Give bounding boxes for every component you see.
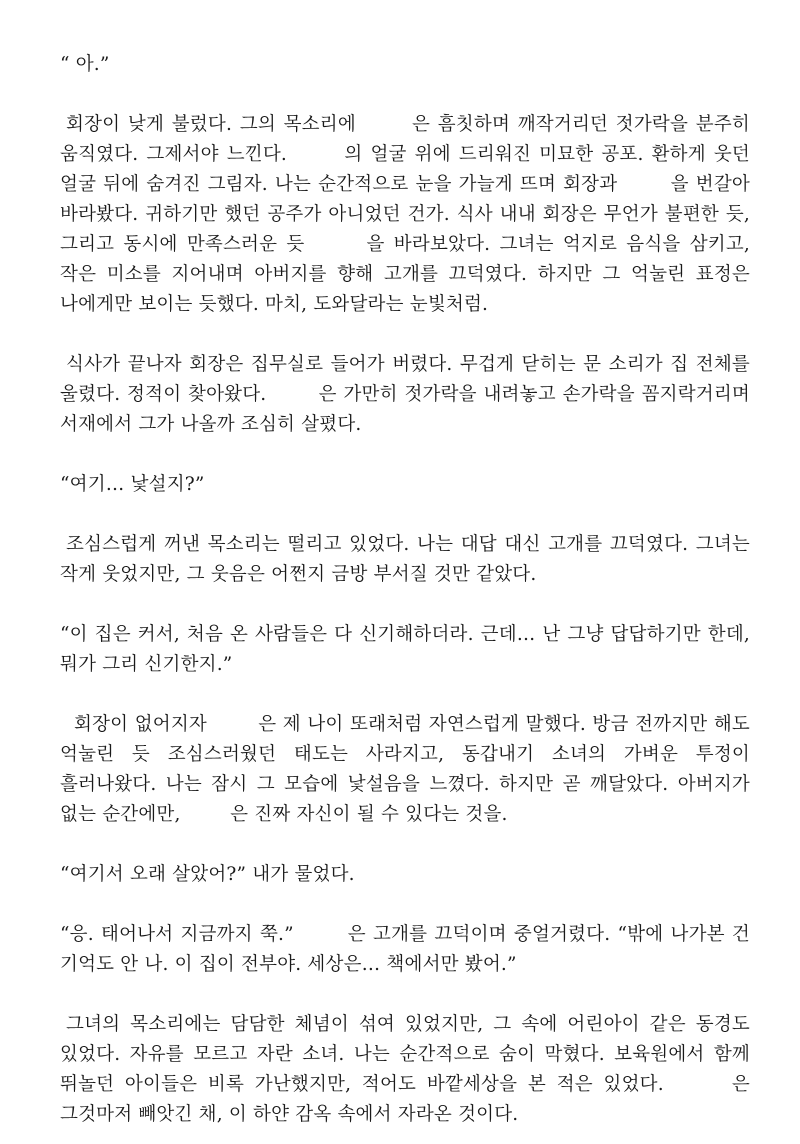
paragraph-dialogue-unfamiliar: “여기… 낯설지?” bbox=[60, 474, 205, 495]
paragraph-dialogue-answer: “응. 태어나서 지금까지 쭉.” 은 고개를 끄덕이며 중얼거렸다. “밖에 나가본 건 기억도 안 나. 이 집이 전부야. 세상은… 책에서만 봤어.” bbox=[60, 924, 750, 975]
document-page bbox=[60, 50, 750, 1130]
paragraph-trembling-voice: 조심스럽게 꺼낸 목소리는 떨리고 있었다. 나는 대답 대신 고개를 끄덕였다. 그녀는 작게 웃었지만, 그 웃음은 어쩐지 금방 부서질 것만 같았다. bbox=[60, 534, 750, 585]
paragraph-after-dinner: 식사가 끝나자 회장은 집무실로 들어가 버렸다. 무겁게 닫히는 문 소리가 집 전체를 울렸다. 정적이 찾아왔다. 은 가만히 젓가락을 내려놓고 손가락을 꼼지락거리며 서재에서 그가 나올까 조심히 살폈다. bbox=[60, 354, 750, 435]
paragraph-dialogue-question: “여기서 오래 살았어?” 내가 물었다. bbox=[60, 864, 355, 885]
paragraph-dialogue-call: “ 아.” bbox=[60, 54, 110, 75]
paragraph-true-self: 회장이 없어지자 은 제 나이 또래처럼 자연스럽게 말했다. 방금 전까지만 해도 억눌린 듯 조심스러웠던 태도는 사라지고, 동갑내기 소녀의 가벼운 투정이 흘러나왔다. 나는 잠시 그 모습에 낯설음을 느꼈다. 하지만 곧 깨달았다. 아버지가 없는 순간에만, 은 진짜 자신이 될 수 있다는 것을. bbox=[60, 714, 750, 825]
paragraph-dialogue-big-house: “이 집은 커서, 처음 온 사람들은 다 신기해하더라. 근데… 난 그냥 답답하기만 한데, 뭐가 그리 신기한지.” bbox=[60, 624, 750, 675]
paragraph-dinner-tension: 회장이 낮게 불렀다. 그의 목소리에 은 흠칫하며 깨작거리던 젓가락을 분주히 움직였다. 그제서야 느낀다. 의 얼굴 위에 드리워진 미묘한 공포. 환하게 웃던 얼굴 뒤에 숨겨진 그림자. 나는 순간적으로 눈을 가늘게 뜨며 회장과 을 번갈아 바라봤다. 귀하기만 했던 공주가 아니었던 건가. 식사 내내 회장은 무언가 불편한 듯, 그리고 동시에 만족스러운 듯 을 바라보았다. 그녀는 억지로 음식을 삼키고, 작은 미소를 지어내며 아버지를 향해 고개를 끄덕였다. 하지만 그 억눌린 표정은 나에게만 보이는 듯했다. 마치, 도와달라는 눈빛처럼. bbox=[60, 114, 750, 315]
paragraph-white-prison: 그녀의 목소리에는 담담한 체념이 섞여 있었지만, 그 속에 어린아이 같은 동경도 있었다. 자유를 모르고 자란 소녀. 나는 순간적으로 숨이 막혔다. 보육원에서 함께 뛰놀던 아이들은 비록 가난했지만, 적어도 바깥세상을 본 적은 있었다. 은 그것마저 빼앗긴 채, 이 하얀 감옥 속에서 자라온 것이다. bbox=[60, 1014, 750, 1125]
